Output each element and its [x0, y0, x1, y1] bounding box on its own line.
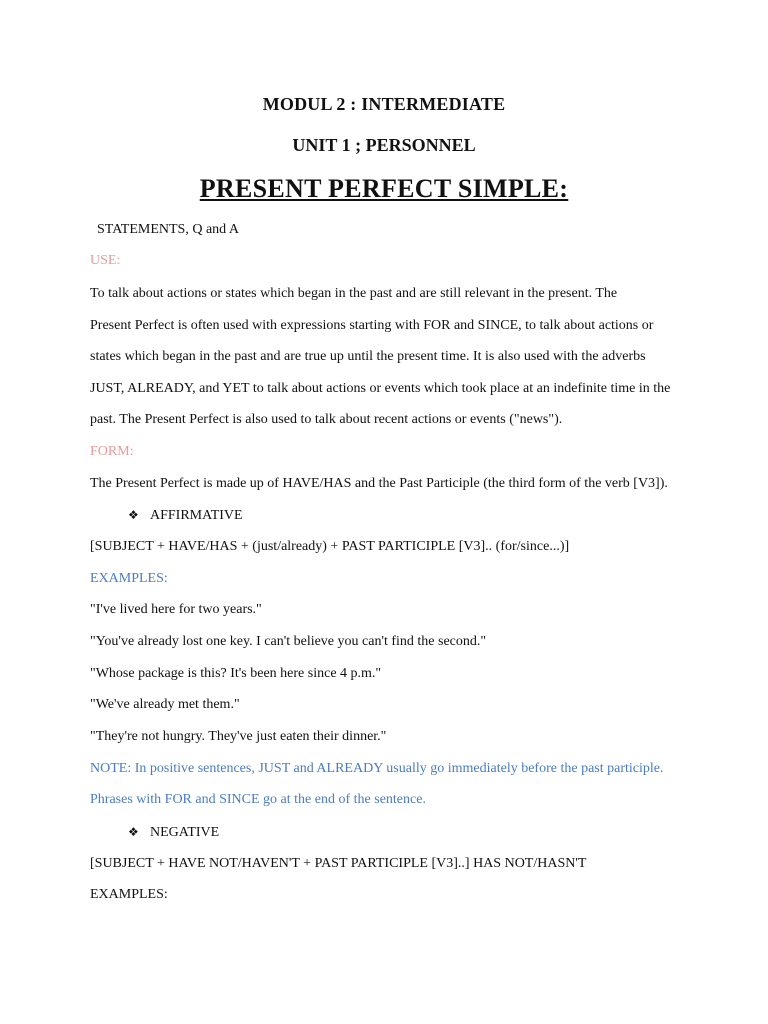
use-line-1: To talk about actions or states which began in the past and are still relevant in the present. The — [90, 286, 618, 301]
page-title: PRESENT PERFECT SIMPLE: — [199, 174, 569, 203]
note-line-2: Phrases with FOR and SINCE go at the end of the sentence. — [90, 792, 426, 807]
affirmative-heading — [128, 506, 243, 525]
negative-label: NEGATIVE — [150, 825, 220, 840]
example-line-1: "I've lived here for two years." — [90, 602, 262, 617]
negative-heading — [128, 823, 219, 842]
modul-heading: MODUL 2 : INTERMEDIATE — [262, 94, 506, 114]
negative-formula: [SUBJECT + HAVE NOT/HAVEN'T + PAST PARTICIPLE [V3]..] HAS NOT/HASN'T — [90, 856, 587, 871]
example-line-2: "You've already lost one key. I can't believe you can't find the second." — [90, 634, 487, 649]
affirmative-label: AFFIRMATIVE — [150, 508, 243, 523]
use-label: USE: — [90, 253, 121, 268]
affirmative-formula: [SUBJECT + HAVE/HAS + (just/already) + PAST PARTICIPLE [V3].. (for/since...)] — [90, 539, 570, 554]
use-line-5: past. The Present Perfect is also used to talk about recent actions or events ("news"). — [90, 412, 563, 427]
form-text: The Present Perfect is made up of HAVE/HAS and the Past Participle (the third form of the verb [V3]). — [90, 476, 668, 491]
use-line-3: states which began in the past and are true up until the present time. It is also used with the adverbs — [90, 349, 646, 364]
subtitle-statements: STATEMENTS, Q and A — [97, 222, 239, 237]
use-line-2: Present Perfect is often used with expressions starting with FOR and SINCE, to talk about actions or — [90, 318, 654, 333]
diamond-bullet-icon: ❖ — [128, 508, 139, 522]
example-line-3: "Whose package is this? It's been here since 4 p.m." — [90, 666, 382, 681]
unit-heading: UNIT 1 ; PERSONNEL — [292, 135, 476, 155]
example-line-4: "We've already met them." — [90, 697, 240, 712]
diamond-bullet-icon: ❖ — [128, 825, 139, 839]
form-label: FORM: — [90, 444, 134, 459]
note-line-1: NOTE: In positive sentences, JUST and ALREADY usually go immediately before the past participle. — [90, 761, 664, 776]
negative-examples-label: EXAMPLES: — [90, 887, 168, 902]
example-line-5: "They're not hungry. They've just eaten their dinner." — [90, 729, 387, 744]
affirmative-examples-label: EXAMPLES: — [90, 571, 168, 586]
use-line-4: JUST, ALREADY, and YET to talk about actions or events which took place at an indefinite time in the — [90, 381, 671, 396]
